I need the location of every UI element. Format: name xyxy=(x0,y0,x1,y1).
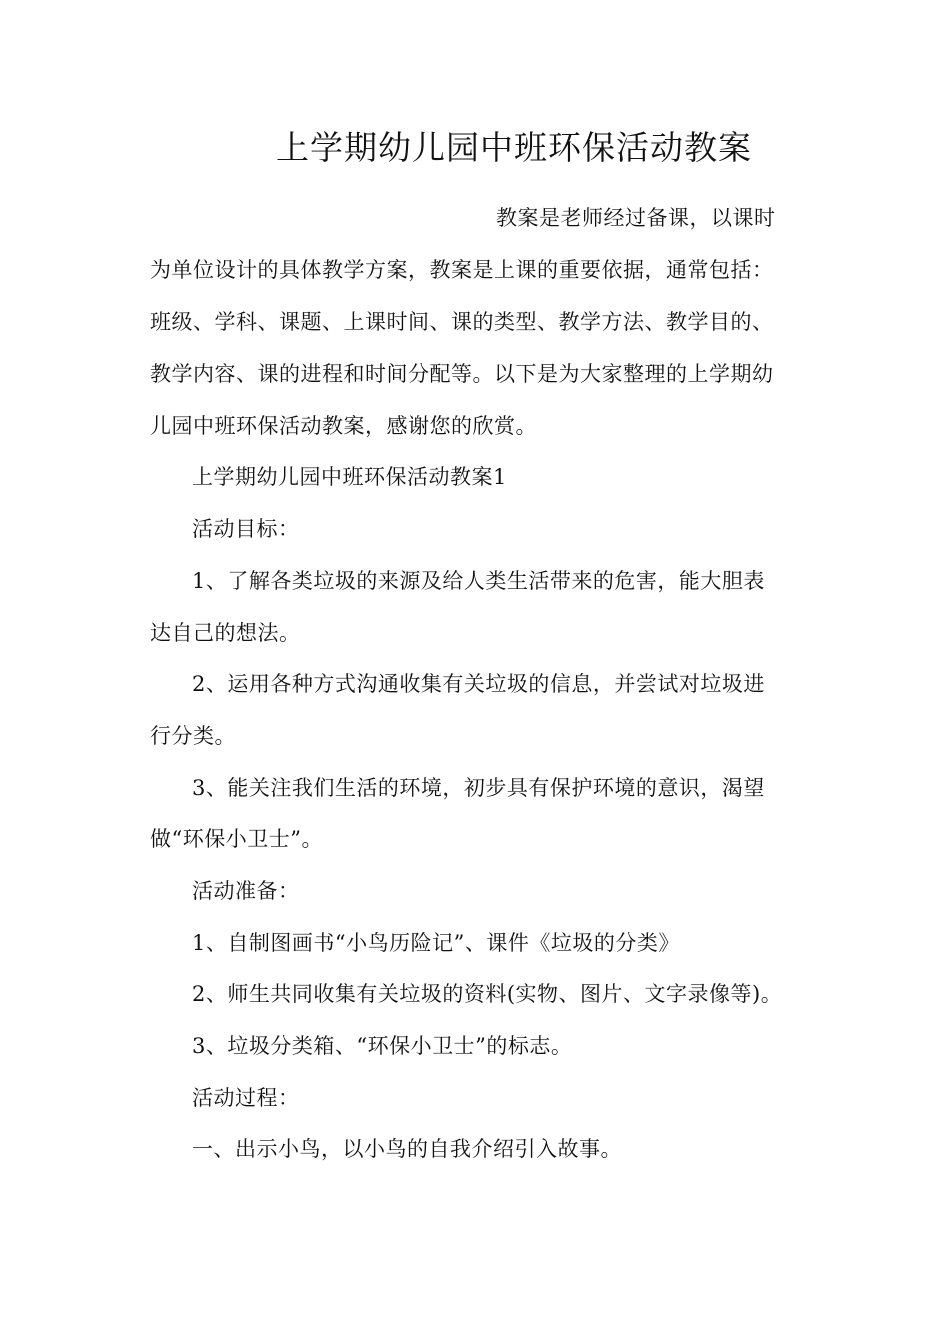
list-item-continuation: 做“环保小卫士”。 xyxy=(150,827,323,851)
list-item: 3、能关注我们生活的环境，初步具有保护环境的意识，渴望 xyxy=(192,776,765,800)
paragraph-line: 教学内容、课的进程和时间分配等。以下是为大家整理的上学期幼 xyxy=(150,362,774,386)
list-item-continuation: 达自己的想法。 xyxy=(150,621,301,645)
document-title: 上学期幼儿园中班环保活动教案 xyxy=(276,128,752,167)
list-item: 1、了解各类垃圾的来源及给人类生活带来的危害，能大胆表 xyxy=(192,569,765,593)
paragraph-line: 为单位设计的具体教学方案，教案是上课的重要依据，通常包括： xyxy=(150,258,774,282)
list-item: 1、自制图画书“小鸟历险记”、课件《垃圾的分类》 xyxy=(192,931,680,955)
section-heading: 活动过程： xyxy=(192,1086,300,1110)
section-heading: 活动目标： xyxy=(192,517,300,541)
list-item: 2、运用各种方式沟通收集有关垃圾的信息，并尝试对垃圾进 xyxy=(192,672,765,696)
paragraph-line: 班级、学科、课题、上课时间、课的类型、教学方法、教学目的、 xyxy=(150,310,774,334)
list-item: 2、师生共同收集有关垃圾的资料(实物、图片、文字录像等)。 xyxy=(192,982,783,1006)
list-item-continuation: 行分类。 xyxy=(150,724,236,748)
section-heading: 活动准备： xyxy=(192,879,300,903)
paragraph-line: 教案是老师经过备课，以课时 xyxy=(496,206,776,230)
section-heading: 上学期幼儿园中班环保活动教案1 xyxy=(192,465,507,489)
list-item: 3、垃圾分类箱、“环保小卫士”的标志。 xyxy=(192,1034,573,1058)
paragraph-line: 儿园中班环保活动教案，感谢您的欣赏。 xyxy=(150,414,537,438)
list-item: 一、出示小鸟，以小鸟的自我介绍引入故事。 xyxy=(192,1137,622,1161)
